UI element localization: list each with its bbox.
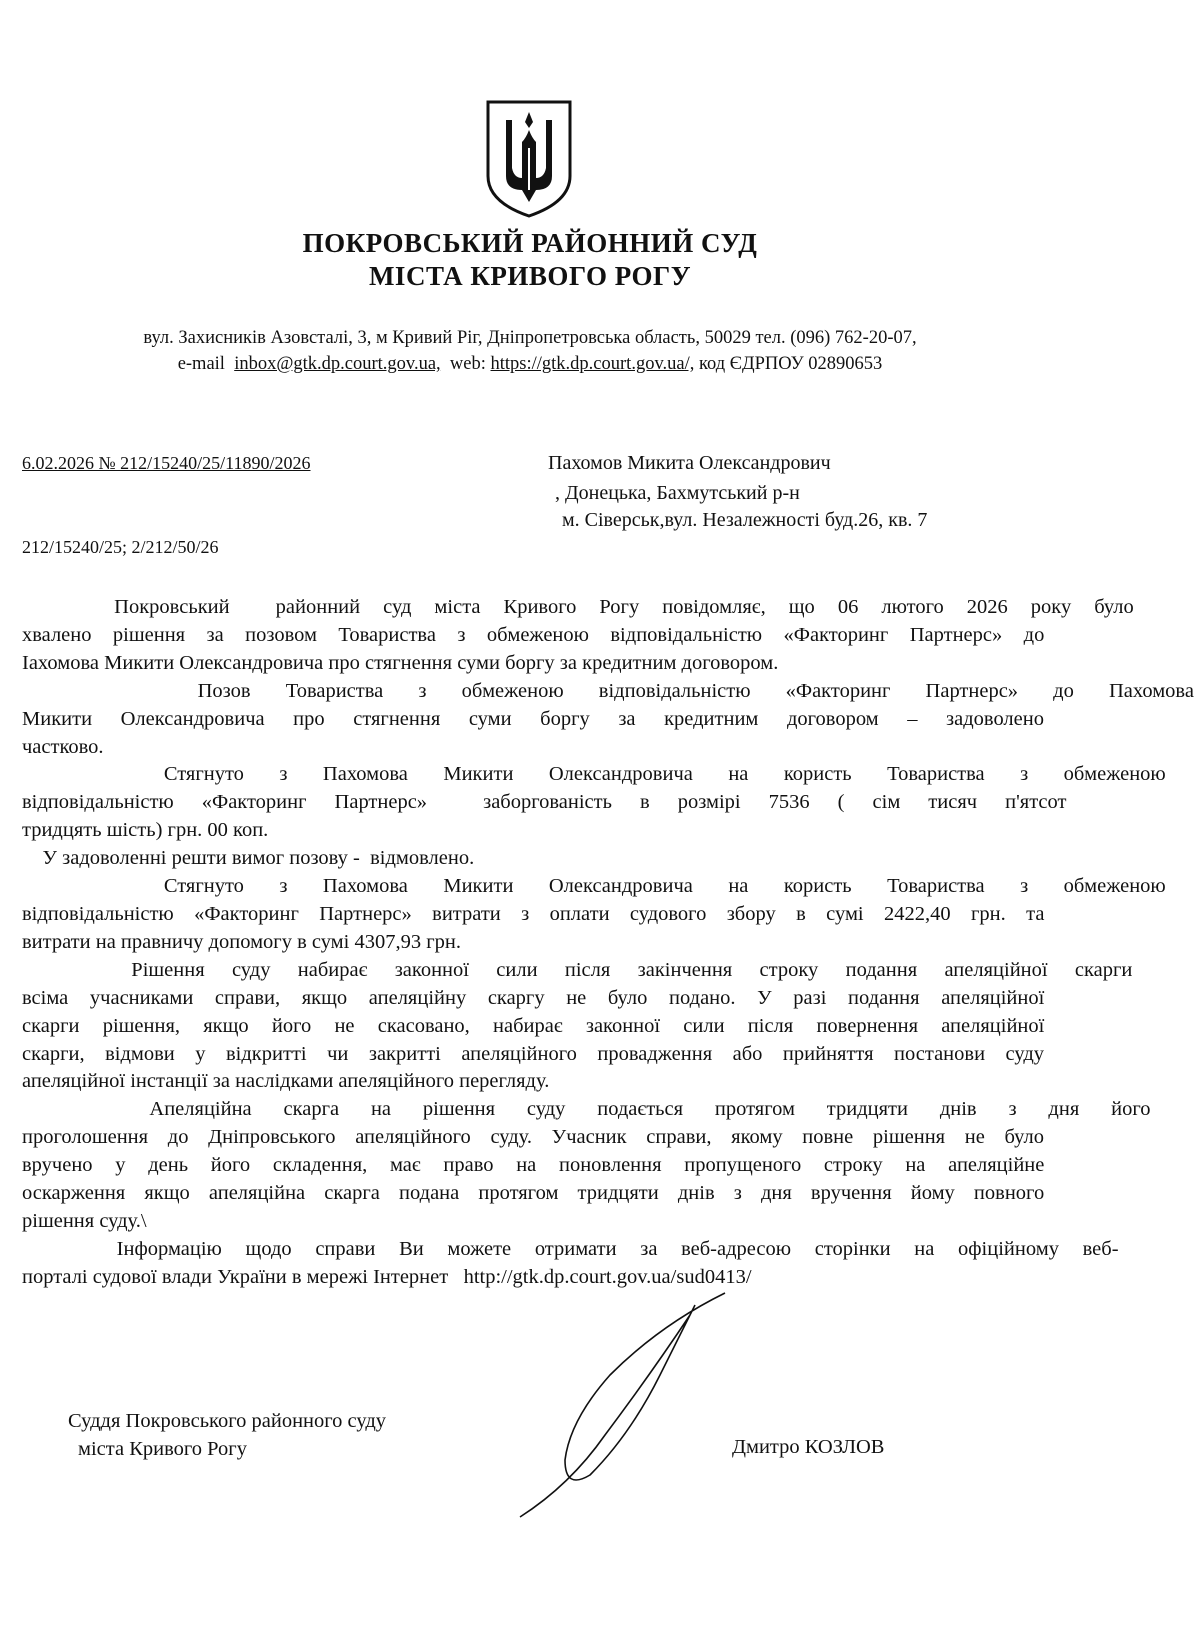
court-name-line2: МІСТА КРИВОГО РОГУ bbox=[368, 261, 692, 291]
paragraph-6-line: Апеляційна скарга на рішення суду подається протягом тридцяти днів з дня його bbox=[22, 1098, 1151, 1121]
paragraph-5-line: всіма учасниками справи, якщо апеляційну скаргу не було подано. У разі подання апеляційної bbox=[22, 986, 1045, 1009]
edrpou-code: код ЄДРПОУ 02890653 bbox=[698, 354, 883, 374]
paragraph-1-line: Микити Олександровича про стягнення суми боргу за кредитним договором – задоволено bbox=[22, 707, 1044, 730]
email-label: e-mail bbox=[177, 354, 225, 374]
paragraph-7-line: порталі судової влади України в мережі Інтернет http://gtk.dp.court.gov.ua/sud0413/ bbox=[22, 1265, 752, 1288]
paragraph-0-line: Покровський районний суд міста Кривого Рогу повідомляє, що 06 лютого 2026 року було bbox=[22, 596, 1134, 618]
court-address: вул. Захисників Азовсталі, 3, м Кривий Ріг, Дніпропетровська область, 50029 тел. (096) 762-20-07, bbox=[143, 328, 917, 348]
judge-name: Дмитро КОЗЛОВ bbox=[732, 1436, 885, 1458]
outgoing-date-number: 6.02.2026 № 212/15240/25/11890/2026 bbox=[22, 453, 311, 473]
paragraph-2-line: тридцять шість) грн. 00 коп. bbox=[22, 819, 269, 842]
paragraph-7-line: Інформацію щодо справи Ви можете отримати за веб-адресою сторінки на офіційному веб- bbox=[22, 1237, 1119, 1260]
handwritten-signature bbox=[510, 1285, 740, 1525]
paragraph-5-line: апеляційної інстанції за наслідками апеляційного перегляду. bbox=[22, 1070, 550, 1093]
web-link[interactable]: https://gtk.dp.court.gov.ua/, bbox=[490, 354, 695, 374]
letter-body bbox=[22, 594, 1194, 1292]
paragraph-2-line: відповідальністю «Факторинг Партнерс» заборгованість в розмірі 7536 ( сім тисяч п'ятсот bbox=[22, 791, 1067, 814]
judge-position-line2: міста Кривого Рогу bbox=[78, 1438, 247, 1460]
paragraph-4-line: Стягнуто з Пахомова Микити Олександровича на користь Товариства з обмеженою bbox=[22, 875, 1166, 898]
case-reference: 212/15240/25; 2/212/50/26 bbox=[22, 537, 219, 557]
paragraph-0-line: Іахомова Микити Олександровича про стягнення суми боргу за кредитним договором. bbox=[22, 651, 779, 674]
coat-of-arms-icon bbox=[484, 98, 574, 218]
recipient-address-line2: м. Сіверськ,вул. Незалежності буд.26, кв. 7 bbox=[562, 509, 928, 531]
court-contacts bbox=[0, 354, 1060, 375]
paragraph-6-line: проголошення до Дніпровського апеляційного суду. Учасник справи, якому повне рішення не було bbox=[22, 1126, 1044, 1149]
paragraph-0-line: хвалено рішення за позовом Товариства з обмеженою відповідальністю «Факторинг Партнерс» до bbox=[22, 623, 1045, 646]
paragraph-4-line: витрати на правничу допомогу в сумі 4307,93 грн. bbox=[22, 930, 461, 953]
web-label: web: bbox=[449, 354, 486, 374]
paragraph-6-line: рішення суду.\ bbox=[22, 1209, 147, 1232]
paragraph-4-line: відповідальністю «Факторинг Партнерс» витрати з оплати судового збору в сумі 2422,40 грн. та bbox=[22, 902, 1045, 925]
paragraph-6-line: вручено у день його складення, має право на поновлення пропущеного строку на апеляційне bbox=[22, 1154, 1045, 1177]
paragraph-6-line: оскарження якщо апеляційна скарга подана протягом тридцяти днів з дня вручення йому повного bbox=[22, 1182, 1045, 1205]
email-link[interactable]: inbox@gtk.dp.court.gov.ua, bbox=[234, 354, 441, 374]
paragraph-5-line: скарги рішення, якщо його не скасовано, набирає законної сили після повернення апеляційної bbox=[22, 1014, 1045, 1037]
paragraph-5-line: скарги, відмови у відкритті чи закритті апеляційного провадження або прийняття постанови суду bbox=[22, 1042, 1045, 1065]
paragraph-5-line: Рішення суду набирає законної сили після закінчення строку подання апеляційної скарги bbox=[22, 958, 1133, 981]
court-name-line1: ПОКРОВСЬКИЙ РАЙОННИЙ СУД bbox=[302, 228, 758, 258]
paragraph-1-line: Позов Товариства з обмеженою відповідальністю «Факторинг Партнерс» до Пахомова bbox=[22, 679, 1194, 702]
recipient-address-line1: , Донецька, Бахмутський р-н bbox=[555, 482, 800, 504]
paragraph-3-line: У задоволенні решти вимог позову - відмовлено. bbox=[22, 847, 475, 870]
paragraph-1-line: частково. bbox=[22, 735, 104, 758]
paragraph-2-line: Стягнуто з Пахомова Микити Олександровича на користь Товариства з обмеженою bbox=[22, 763, 1166, 786]
recipient-name: Пахомов Микита Олександрович bbox=[548, 452, 831, 474]
judge-position-line1: Суддя Покровського районного суду bbox=[68, 1410, 387, 1432]
